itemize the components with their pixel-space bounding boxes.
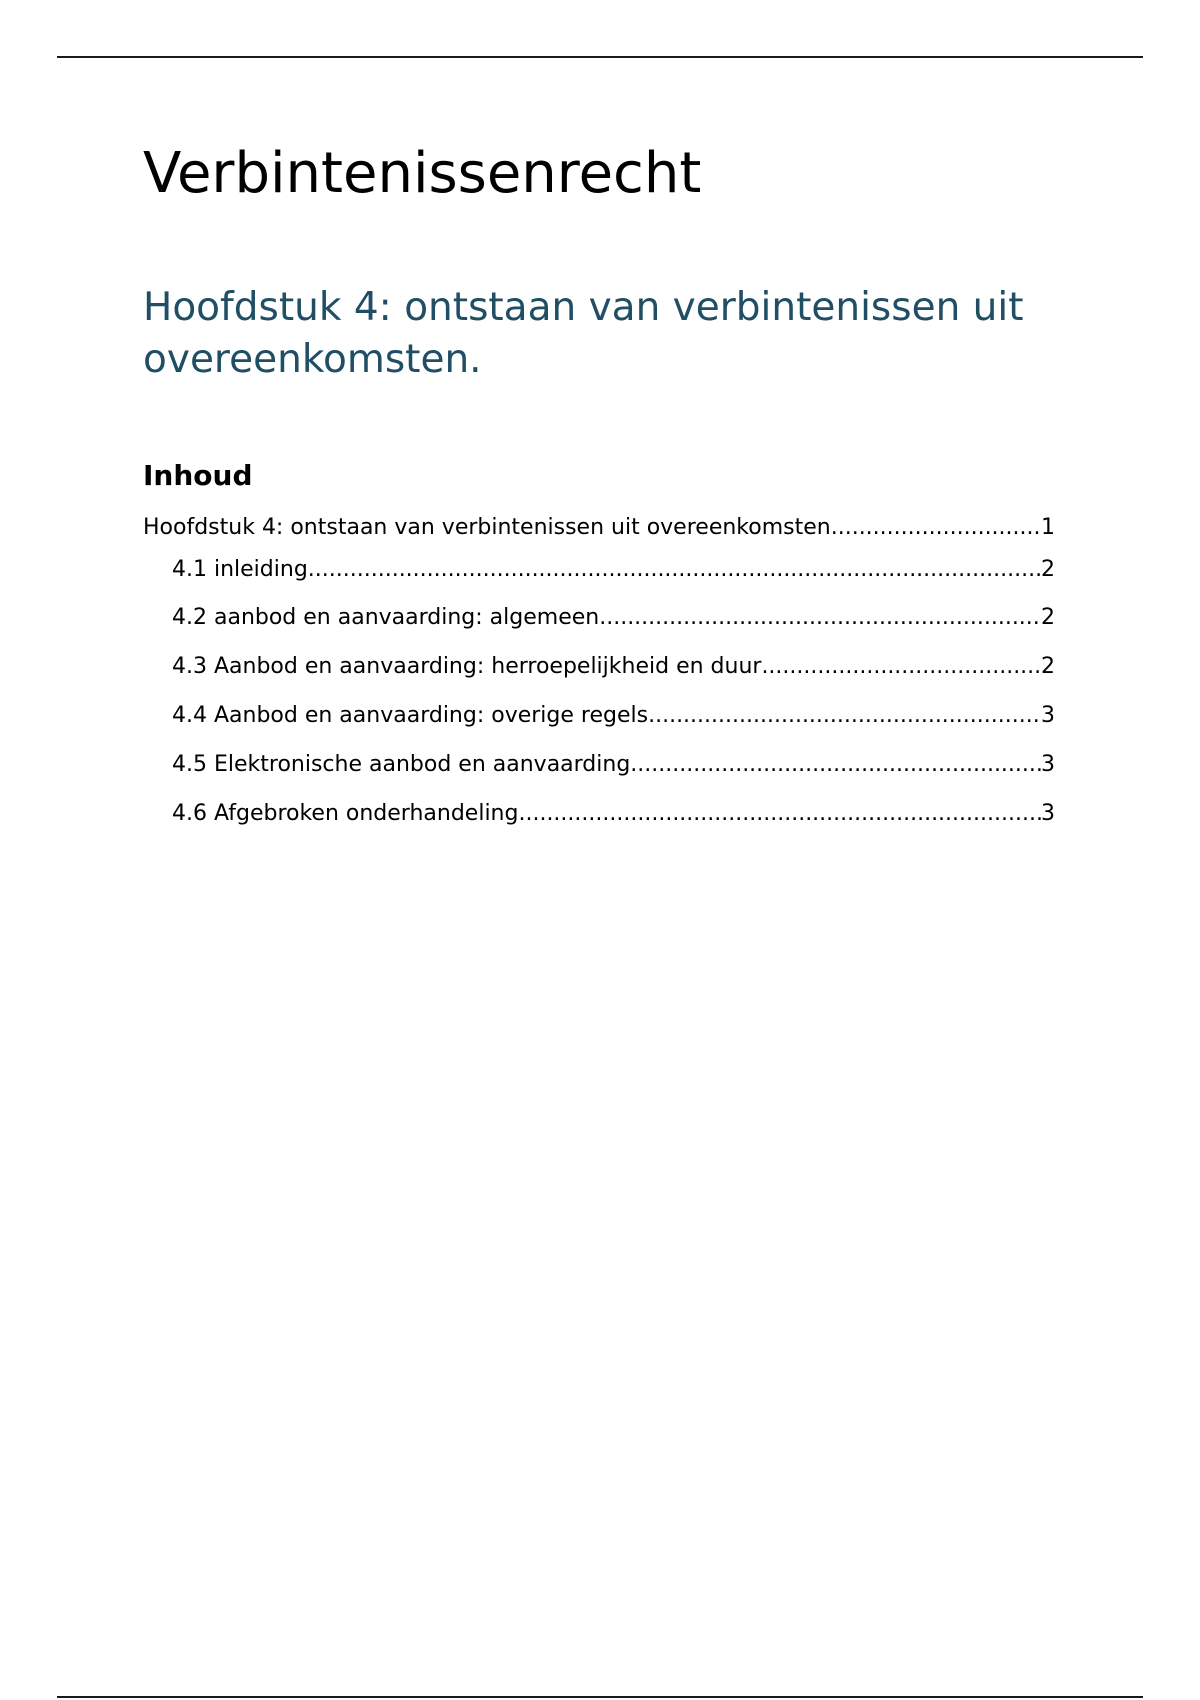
toc-dot-leader	[518, 798, 1041, 830]
toc-dot-leader	[308, 554, 1041, 586]
toc-heading: Inhoud	[143, 459, 253, 492]
toc-entry-label: 4.5 Elektronische aanbod en aanvaarding	[172, 752, 631, 777]
toc-entry-4-2[interactable]	[172, 602, 1055, 634]
chapter-title: Hoofdstuk 4: ontstaan van verbintenissen uit overeenkomsten.	[143, 285, 1024, 382]
toc-entry-label: Hoofdstuk 4: ontstaan van verbintenissen uit overeenkomsten	[143, 515, 831, 540]
toc-page-number: 3	[1041, 801, 1055, 826]
toc-page-number: 1	[1041, 515, 1055, 540]
toc-entry-chapter-4[interactable]	[143, 512, 1055, 544]
toc-dot-leader	[761, 651, 1041, 683]
toc-entry-4-4[interactable]	[172, 700, 1055, 732]
toc-entry-label: 4.4 Aanbod en aanvaarding: overige regels	[172, 703, 649, 728]
toc-dot-leader	[630, 749, 1041, 781]
toc-dot-leader	[831, 512, 1041, 544]
toc-page-number: 2	[1041, 557, 1055, 582]
toc-dot-leader	[599, 602, 1041, 634]
toc-entry-label: 4.3 Aanbod en aanvaarding: herroepelijkheid en duur	[172, 654, 762, 679]
footer-rule	[57, 1696, 1143, 1698]
toc-entry-label: 4.6 Afgebroken onderhandeling	[172, 801, 519, 826]
toc-dot-leader	[648, 700, 1041, 732]
toc-entry-label: 4.1 inleiding	[172, 557, 308, 582]
toc-entry-4-3[interactable]	[172, 651, 1055, 683]
toc-page-number: 2	[1041, 605, 1055, 630]
document-title: Verbintenissenrecht	[143, 141, 702, 206]
toc-entry-label: 4.2 aanbod en aanvaarding: algemeen	[172, 605, 600, 630]
toc-page-number: 3	[1041, 703, 1055, 728]
toc-entry-4-6[interactable]	[172, 798, 1055, 830]
toc-page-number: 3	[1041, 752, 1055, 777]
toc-entry-4-1[interactable]	[172, 554, 1055, 586]
toc-page-number: 2	[1041, 654, 1055, 679]
header-rule	[57, 56, 1143, 58]
toc-entry-4-5[interactable]	[172, 749, 1055, 781]
